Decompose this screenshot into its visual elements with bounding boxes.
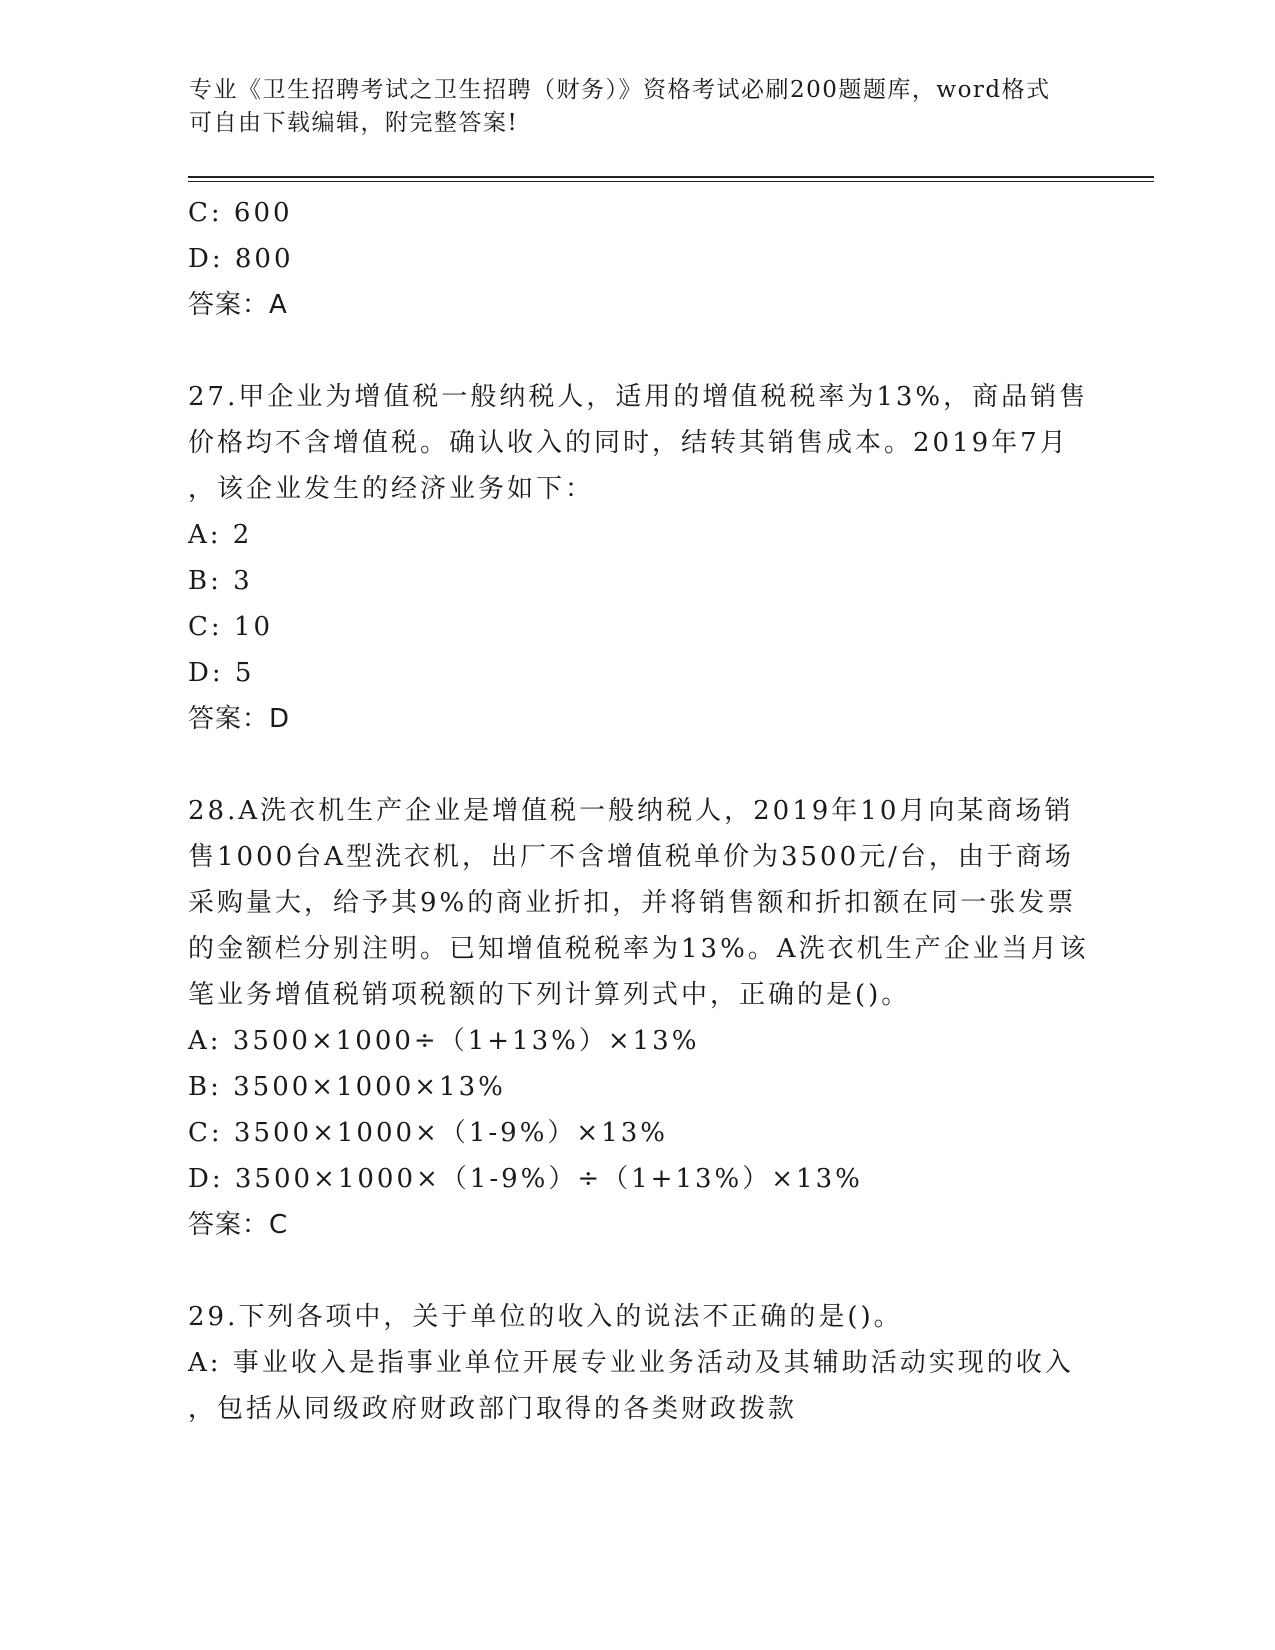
spacer	[188, 328, 1088, 374]
option-c: C: 10	[188, 612, 274, 642]
option-a: A: 2	[188, 520, 253, 550]
option-a-continuation: ，包括从同级政府财政部门取得的各类财政拨款	[188, 1394, 798, 1424]
option-d: D: 800	[188, 244, 294, 274]
option-a: A: 事业收入是指事业单位开展专业业务活动及其辅助活动实现的收入	[188, 1348, 1074, 1378]
question-stem-line: 价格均不含增值税。确认收入的同时，结转其销售成本。2019年7月	[188, 428, 1069, 458]
option-c: C: 600	[188, 198, 293, 228]
question-stem-line: 笔业务增值税销项税额的下列计算列式中，正确的是()。	[188, 980, 911, 1010]
question-26-tail	[188, 190, 1088, 328]
question-stem-line: 28.A洗衣机生产企业是增值税一般纳税人，2019年10月向某商场销	[188, 796, 1074, 826]
header-divider-thin	[188, 181, 1154, 182]
option-b: B: 3	[188, 566, 253, 596]
header-line-1: 专业《卫生招聘考试之卫生招聘（财务）》资格考试必刷200题题库，word格式	[189, 77, 1051, 103]
question-29	[188, 1294, 1088, 1432]
question-stem-line: ，该企业发生的经济业务如下：	[188, 474, 595, 504]
answer-line: 答案：C	[188, 1210, 289, 1240]
page-header	[189, 74, 1069, 140]
question-content	[188, 190, 1088, 1432]
question-stem-line: 售1000台A型洗衣机，出厂不含增值税单价为3500元/台，由于商场	[188, 842, 1074, 872]
option-d: D: 5	[188, 658, 255, 688]
spacer	[188, 742, 1088, 788]
option-d: D: 3500×1000×（1-9%）÷（1+13%）×13%	[188, 1164, 863, 1194]
question-28	[188, 788, 1088, 1248]
option-a: A: 3500×1000÷（1+13%）×13%	[188, 1026, 700, 1056]
question-stem-line: 27.甲企业为增值税一般纳税人，适用的增值税税率为13%，商品销售	[188, 382, 1089, 412]
header-divider-thick	[188, 176, 1154, 178]
spacer	[188, 1248, 1088, 1294]
question-stem-line: 29.下列各项中，关于单位的收入的说法不正确的是()。	[188, 1302, 903, 1332]
option-b: B: 3500×1000×13%	[188, 1072, 506, 1102]
header-line-2: 可自由下载编辑，附完整答案!	[189, 110, 519, 136]
option-c: C: 3500×1000×（1-9%）×13%	[188, 1118, 668, 1148]
answer-line: 答案：A	[188, 290, 288, 320]
question-stem-line: 的金额栏分别注明。已知增值税税率为13%。A洗衣机生产企业当月该	[188, 934, 1089, 964]
answer-line: 答案：D	[188, 704, 291, 734]
question-stem-line: 采购量大，给予其9%的商业折扣，并将销售额和折扣额在同一张发票	[188, 888, 1077, 918]
question-27	[188, 374, 1088, 742]
